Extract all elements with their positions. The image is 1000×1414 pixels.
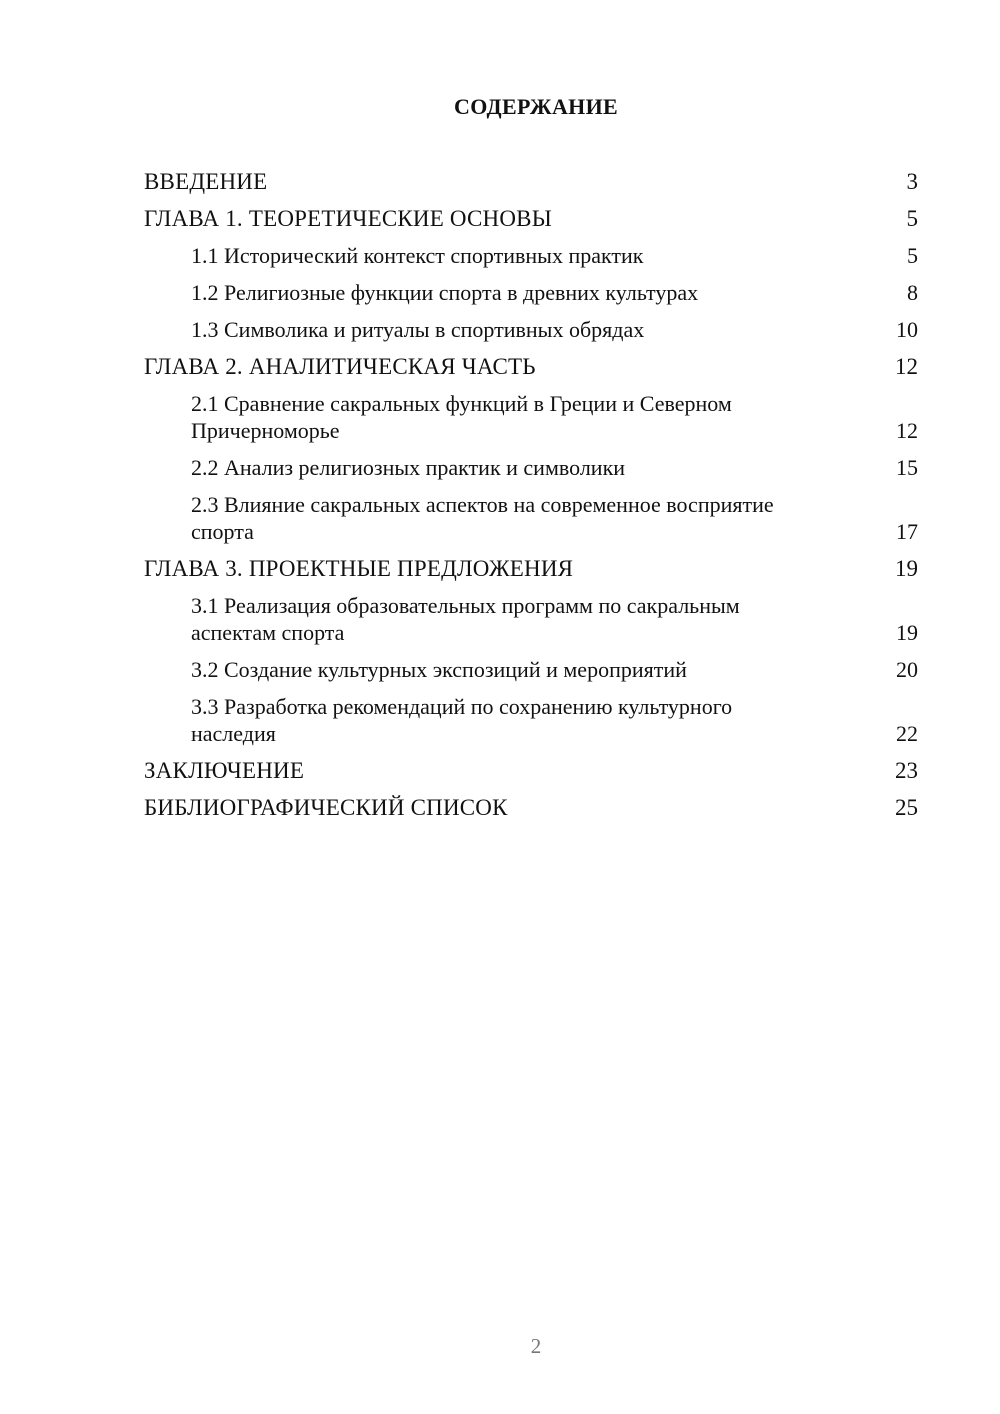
toc-entry-page: 5 xyxy=(906,206,918,231)
toc-entry-section-1-3[interactable] xyxy=(144,316,918,343)
toc-entry-label: 1.1 Исторический контекст спортивных практик xyxy=(191,243,644,268)
toc-entry-section-2-1[interactable] xyxy=(144,390,918,444)
toc-entry-chapter-2[interactable] xyxy=(144,353,918,380)
toc-entry-section-1-2[interactable] xyxy=(144,279,918,306)
toc-entry-label: 3.2 Создание культурных экспозиций и мероприятий xyxy=(191,657,687,682)
toc-entry-section-2-3[interactable] xyxy=(144,491,918,545)
toc-entry-label: 1.2 Религиозные функции спорта в древних культурах xyxy=(191,280,699,305)
toc-entry-page: 3 xyxy=(906,169,918,194)
toc-entry-chapter-1[interactable] xyxy=(144,205,918,232)
toc-entry-page: 20 xyxy=(896,657,918,682)
toc-entry-label: 3.3 Разработка рекомендаций по сохранению культурного наследия xyxy=(191,694,733,746)
toc-entry-label: БИБЛИОГРАФИЧЕСКИЙ СПИСОК xyxy=(144,795,508,820)
page-title: СОДЕРЖАНИЕ xyxy=(454,94,618,119)
toc-entry-page: 12 xyxy=(896,418,918,443)
toc-entry-page: 19 xyxy=(896,620,918,645)
table-of-contents xyxy=(144,168,918,831)
toc-entry-page: 5 xyxy=(907,243,918,268)
toc-entry-label: ГЛАВА 1. ТЕОРЕТИЧЕСКИЕ ОСНОВЫ xyxy=(144,206,552,231)
toc-entry-label: 2.2 Анализ религиозных практик и символики xyxy=(191,455,626,480)
toc-entry-page: 25 xyxy=(895,795,918,820)
toc-entry-label: ГЛАВА 2. АНАЛИТИЧЕСКАЯ ЧАСТЬ xyxy=(144,354,536,379)
toc-entry-label: 2.1 Сравнение сакральных функций в Греции и Северном Причерноморье xyxy=(191,391,732,443)
toc-entry-page: 22 xyxy=(896,721,918,746)
toc-entry-section-2-2[interactable] xyxy=(144,454,918,481)
toc-entry-bibliography[interactable] xyxy=(144,794,918,821)
toc-entry-label: ЗАКЛЮЧЕНИЕ xyxy=(144,758,305,783)
toc-entry-chapter-3[interactable] xyxy=(144,555,918,582)
toc-entry-page: 19 xyxy=(895,556,918,581)
toc-entry-page: 23 xyxy=(895,758,918,783)
toc-entry-section-3-1[interactable] xyxy=(144,592,918,646)
toc-entry-label: ВВЕДЕНИЕ xyxy=(144,169,268,194)
toc-entry-label: 1.3 Символика и ритуалы в спортивных обрядах xyxy=(191,317,645,342)
toc-entry-page: 12 xyxy=(895,354,918,379)
toc-entry-label: ГЛАВА 3. ПРОЕКТНЫЕ ПРЕДЛОЖЕНИЯ xyxy=(144,556,574,581)
toc-entry-section-3-2[interactable] xyxy=(144,656,918,683)
toc-entry-page: 10 xyxy=(896,317,918,342)
toc-entry-page: 17 xyxy=(896,519,918,544)
toc-entry-conclusion[interactable] xyxy=(144,757,918,784)
page-number: 2 xyxy=(530,1334,542,1358)
toc-entry-label: 2.3 Влияние сакральных аспектов на современное восприятие спорта xyxy=(191,492,774,544)
toc-entry-section-1-1[interactable] xyxy=(144,242,918,269)
toc-entry-page: 15 xyxy=(896,455,918,480)
toc-entry-section-3-3[interactable] xyxy=(144,693,918,747)
toc-entry-page: 8 xyxy=(907,280,918,305)
toc-entry-label: 3.1 Реализация образовательных программ по сакральным аспектам спорта xyxy=(191,593,740,645)
toc-entry-introduction[interactable] xyxy=(144,168,918,195)
